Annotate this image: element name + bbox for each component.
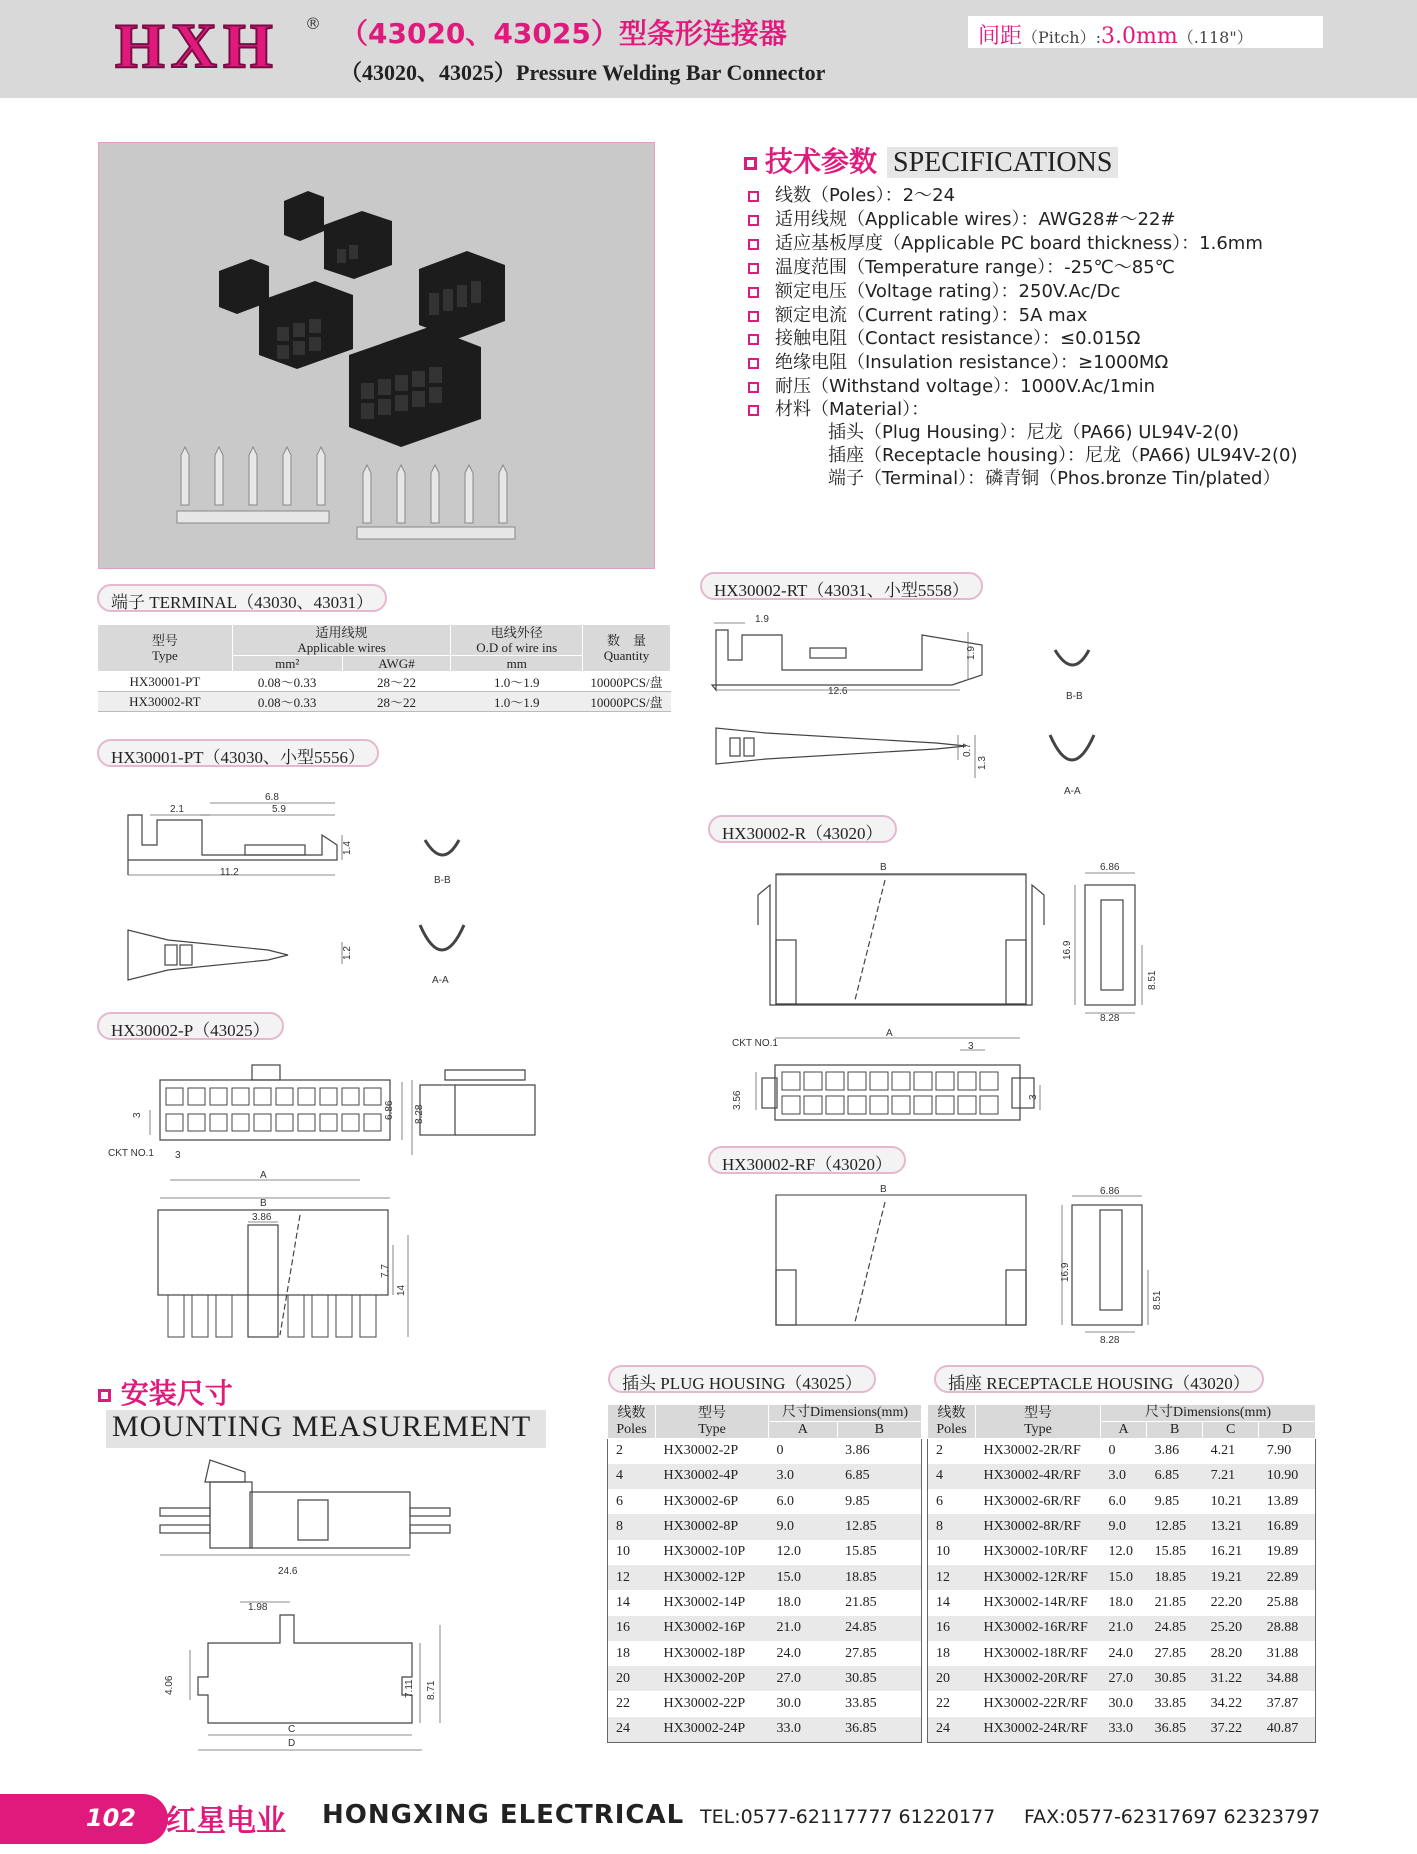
table-cell: 22.89	[1259, 1565, 1316, 1590]
table-cell: 24.85	[837, 1616, 921, 1641]
table-cell: 33.85	[845, 1696, 877, 1712]
table-row: HX30001-PT 0.08～0.33 28～22 1.0～1.9 10000PCS/盘	[98, 672, 671, 692]
table-cell: HX30002-10R/RF	[983, 1544, 1088, 1560]
dim-text: 1.98	[248, 1602, 268, 1613]
table-cell: 3.0	[1101, 1464, 1147, 1489]
table-row	[608, 1489, 922, 1514]
dim-text: 8.51	[1147, 970, 1158, 990]
table-cell: HX30002-22R/RF	[983, 1696, 1088, 1712]
spec-text: 绝缘电阻（Insulation resistance）：≥1000MΩ	[775, 352, 1169, 373]
table-cell: 0	[776, 1443, 784, 1459]
table-row	[608, 1464, 922, 1489]
table-cell: 4.21	[1210, 1443, 1236, 1459]
telephone: TEL:0577-62117777 61220177	[700, 1806, 996, 1828]
dim-text: B	[880, 862, 887, 873]
dim-text: 6.86	[1100, 1186, 1120, 1197]
table-cell: 14	[616, 1594, 630, 1610]
table-cell: 0	[1108, 1443, 1116, 1459]
dim-text: 24.6	[278, 1566, 298, 1577]
table-cell: 37.87	[1266, 1696, 1299, 1712]
th-awg: AWG#	[342, 656, 451, 672]
table-cell: 13.89	[1266, 1493, 1299, 1509]
table-cell: 2	[616, 1443, 623, 1459]
dim-text: 14	[396, 1284, 407, 1296]
table-row	[928, 1666, 1316, 1691]
table-row	[928, 1641, 1316, 1666]
th-qty: 数 量 Quantity	[583, 625, 671, 672]
mounting-title-cn: 安装尺寸	[98, 1372, 233, 1412]
page-title-cn: （43020、43025）型条形连接器	[340, 17, 787, 50]
dim-text: 8.71	[426, 1680, 437, 1700]
spec-title-cn: 技术参数	[765, 145, 878, 178]
r-housing-drawing	[758, 874, 1135, 1005]
table-cell: HX30002-4P	[656, 1464, 769, 1489]
table-cell: HX30002-6P	[663, 1493, 739, 1509]
pitch-inch: （.118"）	[1177, 28, 1253, 47]
table-cell: 12.85	[837, 1514, 921, 1539]
table-cell: 18.85	[837, 1565, 921, 1590]
dim-text: 2.1	[170, 804, 184, 815]
rt-aa-section-shape	[1050, 735, 1094, 760]
table-cell: 15.0	[1101, 1565, 1147, 1590]
dim-text: 0.7	[962, 743, 973, 757]
table-cell: 2	[936, 1443, 943, 1459]
spec-text: 额定电流（Current rating）：5A max	[775, 305, 1088, 326]
rf-section-label: HX30002-RF（43020）	[708, 1146, 906, 1174]
material-row: 端子（Terminal）：磷青铜（Phos.bronze Tin/plated）	[828, 468, 1281, 489]
spec-text: 温度范围（Temperature range）：-25℃～85℃	[775, 257, 1175, 278]
r-section-label: HX30002-R（43020）	[708, 815, 897, 843]
table-cell: 21.85	[1154, 1594, 1187, 1610]
table-cell: 15.0	[769, 1565, 838, 1590]
dim-text: 3	[132, 1112, 143, 1118]
dim-text: 1.9	[755, 614, 769, 625]
table-row	[928, 1540, 1316, 1565]
dim-text: 11.2	[220, 867, 239, 878]
table-cell: 22	[936, 1696, 950, 1712]
table-row	[928, 1514, 1316, 1539]
table-cell: 22.20	[1210, 1594, 1243, 1610]
bb-section-shape	[425, 840, 459, 855]
th-od: 电线外径 O.D of wire ins	[451, 625, 583, 656]
table-cell: 4	[928, 1464, 976, 1489]
table-row	[928, 1464, 1316, 1489]
table-cell: 37.22	[1203, 1717, 1259, 1742]
dim-text: A	[886, 1028, 893, 1039]
table-cell: 19.21	[1203, 1565, 1259, 1590]
dim-text: C	[288, 1724, 296, 1735]
table-cell: 9.0	[769, 1514, 838, 1539]
table-cell: 6.85	[1147, 1464, 1203, 1489]
pitch-label-en: （Pitch）:	[1022, 28, 1101, 47]
table-cell: 6.0	[1108, 1493, 1126, 1509]
dim-text: B	[260, 1198, 267, 1209]
table-cell: HX30002-4R/RF	[976, 1464, 1101, 1489]
rt-terminal-drawing	[712, 630, 982, 764]
table-cell: 28.20	[1210, 1645, 1243, 1661]
brand-logo: HXH	[115, 10, 279, 81]
table-row	[608, 1590, 922, 1615]
table-cell: 12.0	[776, 1544, 801, 1560]
spec-text: 耐压（Withstand voltage）：1000V.Ac/1min	[775, 376, 1156, 397]
table-cell: HX30002-24P	[656, 1717, 769, 1742]
table-cell: 27.0	[1101, 1666, 1147, 1691]
rt-section-label: HX30002-RT（43031、小型5558）	[700, 572, 983, 600]
table-cell: 18.0	[1108, 1594, 1133, 1610]
table-cell: 25.20	[1203, 1616, 1259, 1641]
table-cell: 27.0	[769, 1666, 838, 1691]
dim-text: 12.6	[828, 686, 848, 697]
table-row: HX30002-RT 0.08～0.33 28～22 1.0～1.9 10000PCS/盘	[98, 692, 671, 712]
dim-text: 8.51	[1152, 1290, 1163, 1310]
r-face-cavities	[782, 1072, 998, 1114]
plug-housing-table: 线数 Poles 型号 Type 尺寸Dimensions(mm) A B 2 HX30002-2P 0 3.86 4 HX30002-4P 3.0 6.85 6 HX30002-6P 6.0 9.85 8 HX30002-8P 9.0 12.85 10 HX30002-10P 12.0 15.85 12 HX30002-12P 15.0 18.85 14 HX30002-14P 18.0 21.85 16 HX30002-16P 21.0 24.85 18 HX30002-18P 24.0 27.85 20 HX30002-20P 27.0 30.85 22 HX30002-22P 30.0 33.85 24 HX30002-24P 33.0 36.85	[607, 1404, 922, 1743]
spec-text: 额定电压（Voltage rating）：250V.Ac/Dc	[775, 281, 1121, 302]
table-cell: 9.85	[1154, 1493, 1180, 1509]
table-cell: 8	[608, 1514, 656, 1539]
table-cell: 18.85	[1147, 1565, 1203, 1590]
dim-text: B-B	[434, 875, 451, 886]
mounting-footprint-drawing	[198, 1615, 412, 1723]
table-cell: 12.0	[1108, 1544, 1133, 1560]
table-cell: HX30002-6R/RF	[983, 1493, 1081, 1509]
table-cell: 21.0	[769, 1616, 838, 1641]
dim-text: 7.11	[404, 1679, 415, 1698]
dim-text: CKT NO.1	[732, 1038, 778, 1049]
table-cell: 33.85	[1154, 1696, 1187, 1712]
table-row	[928, 1565, 1316, 1590]
table-cell: 10.90	[1259, 1464, 1316, 1489]
table-cell: 27.85	[1154, 1645, 1187, 1661]
table-cell: HX30002-8P	[656, 1514, 769, 1539]
rf-housing-drawing	[776, 1195, 1142, 1325]
table-cell: 25.88	[1266, 1594, 1299, 1610]
table-cell: HX30002-20R/RF	[976, 1666, 1101, 1691]
table-cell: 14	[936, 1594, 950, 1610]
table-cell: 6.0	[776, 1493, 794, 1509]
dim-text: 16.9	[1062, 940, 1073, 960]
th-wire: 适用线规 Applicable wires	[232, 625, 451, 656]
table-cell: 31.22	[1203, 1666, 1259, 1691]
table-cell: 6.85	[837, 1464, 921, 1489]
dim-text: 6.86	[1100, 862, 1120, 873]
table-row	[928, 1717, 1316, 1742]
table-cell: 34.88	[1259, 1666, 1316, 1691]
dim-text: 4.06	[164, 1675, 175, 1695]
table-cell: 33.0	[769, 1717, 838, 1742]
dim-text: 3	[968, 1041, 974, 1052]
table-cell: HX30002-12R/RF	[976, 1565, 1101, 1590]
dim-text: CKT NO.1	[108, 1148, 154, 1159]
table-cell: 24.0	[776, 1645, 801, 1661]
dim-text: A-A	[1064, 786, 1081, 797]
table-row	[608, 1439, 922, 1464]
table-cell: 22	[616, 1696, 630, 1712]
mounting-title-en: MOUNTING MEASUREMENT	[106, 1410, 546, 1448]
table-cell: 15.85	[845, 1544, 877, 1560]
table-cell: HX30002-24R/RF	[976, 1717, 1101, 1742]
dim-text: 8.28	[1100, 1335, 1120, 1346]
plug-table-body	[608, 1439, 922, 1743]
table-cell: HX30002-16P	[656, 1616, 769, 1641]
table-cell: 27.85	[845, 1645, 877, 1661]
table-cell: 18.0	[776, 1594, 801, 1610]
table-cell: HX30002-8R/RF	[976, 1514, 1101, 1539]
table-row	[608, 1540, 922, 1565]
page-title-en: （43020、43025）Pressure Welding Bar Connector	[340, 60, 826, 85]
terminal-section-label: 端子 TERMINAL（43030、43031）	[97, 584, 387, 612]
table-cell: HX30002-10P	[663, 1544, 746, 1560]
table-cell: 36.85	[1147, 1717, 1203, 1742]
table-cell: 24.0	[1108, 1645, 1133, 1661]
dim-text: A	[260, 1170, 267, 1181]
table-row	[928, 1439, 1316, 1464]
table-cell: 3.86	[1154, 1443, 1180, 1459]
table-cell: 20	[608, 1666, 656, 1691]
spec-text: 适应基板厚度（Applicable PC board thickness）：1.6mm	[775, 233, 1263, 254]
spec-title-en: SPECIFICATIONS	[887, 147, 1118, 178]
dim-text: A-A	[432, 975, 449, 986]
dim-text: B-B	[1066, 691, 1083, 702]
p-side-pins	[168, 1295, 376, 1337]
table-cell: 12.85	[1147, 1514, 1203, 1539]
registered-mark: ®	[305, 14, 321, 33]
dim-text: 3.56	[732, 1090, 743, 1110]
table-cell: 30.0	[776, 1696, 801, 1712]
mounting-top-drawing	[160, 1460, 450, 1548]
table-row	[928, 1616, 1316, 1641]
table-cell: HX30002-20P	[656, 1666, 769, 1691]
table-row	[608, 1666, 922, 1691]
material-row: 插头（Plug Housing）：尼龙（PA66) UL94V-2(0)	[828, 422, 1240, 443]
dim-text: 1.2	[342, 946, 353, 960]
table-cell: HX30002-14R/RF	[983, 1594, 1088, 1610]
pt-section-label: HX30001-PT（43030、小型5556）	[97, 739, 379, 767]
table-cell: 20	[928, 1666, 976, 1691]
table-cell: 7.21	[1203, 1464, 1259, 1489]
receptacle-table-body	[928, 1439, 1316, 1743]
spec-text: 线数（Poles）：2～24	[775, 185, 956, 206]
table-cell: 3.0	[769, 1464, 838, 1489]
table-cell: 24	[928, 1717, 976, 1742]
table-cell: 24.85	[1147, 1616, 1203, 1641]
bullet-square-icon	[98, 1389, 111, 1402]
table-cell: 33.0	[1101, 1717, 1147, 1742]
material-row: 插座（Receptacle housing）：尼龙（PA66) UL94V-2(0)	[828, 445, 1298, 466]
table-cell: HX30002-14P	[663, 1594, 746, 1610]
dim-text: 6.86	[384, 1100, 395, 1120]
dim-text: B	[880, 1184, 887, 1195]
table-cell: 8	[928, 1514, 976, 1539]
spec-text: 适用线规（Applicable wires）：AWG28#～22#	[775, 209, 1176, 230]
table-cell: 30.85	[1147, 1666, 1203, 1691]
pitch-value: 3.0mm	[1101, 24, 1178, 49]
dim-text: 3.86	[252, 1212, 272, 1223]
table-cell: 21.85	[845, 1594, 877, 1610]
dim-text: 8.28	[414, 1104, 425, 1124]
company-name-en: HONGXING ELECTRICAL	[322, 1800, 685, 1830]
spec-text: 接触电阻（Contact resistance）：≤0.015Ω	[775, 328, 1141, 349]
table-row	[608, 1691, 922, 1716]
table-cell: 36.85	[837, 1717, 921, 1742]
table-row	[928, 1489, 1316, 1514]
table-cell: HX30002-18P	[663, 1645, 746, 1661]
table-row	[608, 1565, 922, 1590]
dim-text: 1.4	[342, 841, 353, 855]
table-row	[608, 1514, 922, 1539]
table-cell: 16.21	[1210, 1544, 1243, 1560]
table-cell: HX30002-16R/RF	[976, 1616, 1101, 1641]
table-cell: 24	[608, 1717, 656, 1742]
aa-section-shape	[420, 925, 464, 950]
spec-text: 材料（Material）：	[775, 399, 930, 420]
table-cell: 18	[616, 1645, 630, 1661]
table-cell: 19.89	[1266, 1544, 1299, 1560]
table-cell: 13.21	[1203, 1514, 1259, 1539]
dim-text: 1.3	[977, 756, 988, 770]
dim-text: 5.9	[272, 804, 286, 815]
table-cell: 16.89	[1259, 1514, 1316, 1539]
table-cell: 18	[936, 1645, 950, 1661]
table-cell: 16	[608, 1616, 656, 1641]
dim-text: D	[288, 1738, 296, 1749]
pt-terminal-drawing	[128, 815, 337, 980]
table-cell: 12	[928, 1565, 976, 1590]
table-cell: 7.90	[1266, 1443, 1292, 1459]
th-mm2: mm²	[232, 656, 342, 672]
table-cell: 6	[936, 1493, 943, 1509]
table-row	[608, 1616, 922, 1641]
table-cell: HX30002-18R/RF	[983, 1645, 1088, 1661]
table-row	[928, 1590, 1316, 1615]
dim-text: 16.9	[1060, 1262, 1071, 1282]
rt-bb-section-shape	[1055, 650, 1089, 665]
table-cell: 10	[616, 1544, 630, 1560]
dim-text: 3	[1028, 1094, 1039, 1100]
th-type: 型号 Type	[98, 625, 233, 672]
table-cell: HX30002-2P	[663, 1443, 739, 1459]
p-section-label: HX30002-P（43025）	[97, 1012, 284, 1040]
table-cell: 10.21	[1210, 1493, 1243, 1509]
pitch-label-cn: 间距	[978, 24, 1023, 49]
table-row	[608, 1641, 922, 1666]
p-face-cavities	[166, 1088, 381, 1131]
table-cell: 21.0	[1101, 1616, 1147, 1641]
fax: FAX:0577-62317697 62323797	[1024, 1806, 1321, 1828]
table-cell: 9.85	[845, 1493, 870, 1509]
table-cell: 12	[608, 1565, 656, 1590]
receptacle-section-label: 插座 RECEPTACLE HOUSING（43020）	[934, 1365, 1264, 1393]
table-cell: HX30002-2R/RF	[983, 1443, 1081, 1459]
table-cell: 4	[608, 1464, 656, 1489]
table-cell: 40.87	[1259, 1717, 1316, 1742]
dim-text: 1.9	[966, 646, 977, 660]
dim-text: 8.28	[1100, 1013, 1120, 1024]
table-cell: 31.88	[1266, 1645, 1299, 1661]
table-cell: HX30002-12P	[656, 1565, 769, 1590]
table-cell: 10	[936, 1544, 950, 1560]
dim-text: 3	[175, 1150, 181, 1161]
dim-text: 6.8	[265, 792, 279, 803]
table-cell: 28.88	[1259, 1616, 1316, 1641]
th-od-mm: mm	[451, 656, 583, 672]
table-cell: 30.85	[837, 1666, 921, 1691]
table-cell: 30.0	[1108, 1696, 1133, 1712]
table-cell: 15.85	[1154, 1544, 1187, 1560]
table-row	[928, 1691, 1316, 1716]
table-cell: 3.86	[845, 1443, 870, 1459]
table-cell: 16	[928, 1616, 976, 1641]
table-cell: 9.0	[1101, 1514, 1147, 1539]
table-row	[608, 1717, 922, 1742]
plug-section-label: 插头 PLUG HOUSING（43025）	[608, 1365, 876, 1393]
table-cell: 34.22	[1210, 1696, 1243, 1712]
company-name-cn: 红星电业	[166, 1804, 286, 1839]
table-cell: HX30002-22P	[663, 1696, 746, 1712]
table-cell: 6	[616, 1493, 623, 1509]
page-number: 102	[0, 1794, 168, 1844]
dim-text: 7.7	[380, 1264, 391, 1278]
receptacle-housing-table: 线数 Poles 型号 Type 尺寸Dimensions(mm) A B C D 2 HX30002-2R/RF 0 3.86 4.21 7.90 4 HX30002-4R/RF 3.0 6.85 7.21 10.90 6 HX30002-6R/RF 6.0 9.85 10.21 13.89 8 HX30002-8R/RF 9.0 12.85 13.21 16.89 10 HX30002-10R/RF 12.0 15.85 16.21 19.89 12 HX30002-12R/RF 15.0 18.85 19.21 22.89 14 HX30002-14R/RF 18.0 21.85 22.20 25.88 16 HX30002-16R/RF 21.0 24.85 25.20 28.88 18 HX30002-18R/RF 24.0 27.85 28.20 31.88 20 HX30002-20R/RF 27.0 30.85 31.22 34.88 22 HX30002-22R/RF 30.0 33.85 34.22 37.87 24 HX30002-24R/RF 33.0 36.85 37.22 40.87	[927, 1404, 1316, 1743]
